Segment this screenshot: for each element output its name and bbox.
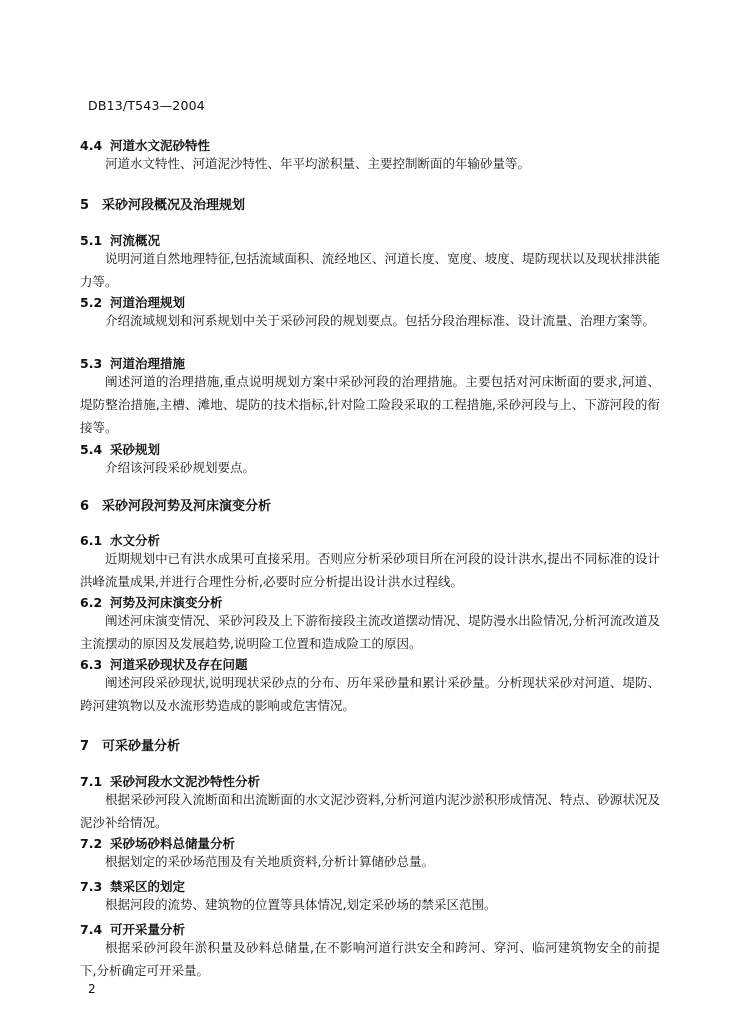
section-title: 采砂场砂料总储量分析 [110, 836, 236, 851]
section-number: 7 [80, 739, 90, 754]
section-number: 7.4 [80, 922, 103, 937]
section-title: 采砂河段概况及治理规划 [102, 198, 246, 213]
section-5-2-text: 介绍流域规划和河系规划中关于采砂河段的规划要点。包括分段治理标准、设计流量、治理方案等。 [105, 313, 656, 328]
section-title: 采砂河段河势及河床演变分析 [102, 499, 272, 514]
document-code-header: DB13/T543—2004 [88, 98, 205, 113]
section-6-2-text: 阐述河床演变情况、采砂河段及上下游衔接段主流改道摆动情况、堤防漫水出险情况,分析河流改道及主流摆动的原因及发展趋势,说明险工位置和造成险工的原因。 [80, 613, 660, 651]
section-title: 河势及河床演变分析 [110, 595, 223, 610]
section-7-2-text: 根据划定的采砂场范围及有关地质资料,分析计算储砂总量。 [105, 854, 434, 869]
section-5-4-text: 介绍该河段采砂规划要点。 [105, 460, 256, 475]
section-title: 河流概况 [110, 233, 161, 248]
section-6-3-text: 阐述河段采砂现状,说明现状采砂点的分布、历年采砂量和累计采砂量。分析现状采砂对河道、堤防、跨河建筑物以及水流形势造成的影响或危害情况。 [80, 675, 660, 713]
section-number: 5.2 [80, 295, 103, 310]
section-5-heading [80, 194, 660, 213]
section-7-heading [80, 735, 660, 754]
page-number: 2 [88, 982, 96, 996]
section-title: 可采砂量分析 [102, 739, 181, 754]
section-title: 采砂河段水文泥沙特性分析 [110, 774, 261, 789]
section-number: 5 [80, 198, 90, 213]
section-7-3-text: 根据河段的流势、建筑物的位置等具体情况,划定采砂场的禁采区范围。 [105, 897, 497, 912]
section-title: 采砂规划 [110, 442, 161, 457]
section-4-4-text: 河道水文特性、河道泥沙特性、年平均淤积量、主要控制断面的年输砂量等。 [105, 156, 531, 171]
section-number: 7.1 [80, 774, 103, 789]
section-number: 6.1 [80, 533, 103, 548]
section-title: 河道采砂现状及存在问题 [110, 657, 248, 672]
section-6-heading [80, 495, 660, 514]
section-title: 可开采量分析 [110, 922, 186, 937]
section-7-1-text: 根据采砂河段入流断面和出流断面的水文泥沙资料,分析河道内泥沙淤积形成情况、特点、砂源状况及泥沙补给情况。 [80, 792, 660, 830]
section-title: 河道水文泥砂特性 [110, 138, 211, 153]
section-title: 河道治理措施 [110, 356, 186, 371]
section-title: 河道治理规划 [110, 295, 186, 310]
section-number: 4.4 [80, 138, 103, 153]
section-7-4-text: 根据采砂河段年淤积量及砂料总储量,在不影响河道行洪安全和跨河、穿河、临河建筑物安全的前提下,分析确定可开采量。 [80, 940, 660, 978]
section-number: 6 [80, 499, 90, 514]
section-number: 7.3 [80, 879, 103, 894]
section-5-1-text: 说明河道自然地理特征,包括流域面积、流经地区、河道长度、宽度、坡度、堤防现状以及现状排洪能力等。 [80, 251, 660, 289]
section-title: 禁采区的划定 [110, 879, 186, 894]
section-6-1-text: 近期规划中已有洪水成果可直接采用。否则应分析采砂项目所在河段的设计洪水,提出不同标准的设计洪峰流量成果,并进行合理性分析,必要时应分析提出设计洪水过程线。 [80, 551, 660, 589]
section-title: 水文分析 [110, 533, 161, 548]
section-number: 5.1 [80, 233, 103, 248]
section-number: 7.2 [80, 836, 103, 851]
section-5-3-text: 阐述河道的治理措施,重点说明规划方案中采砂河段的治理措施。主要包括对河床断面的要求,河道、堤防整治措施,主槽、滩地、堤防的技术指标,针对险工险段采取的工程措施,采砂河段与上、下游河段的衔接等。 [80, 374, 660, 435]
section-number: 6.3 [80, 657, 103, 672]
section-number: 5.4 [80, 442, 103, 457]
section-number: 5.3 [80, 356, 103, 371]
section-number: 6.2 [80, 595, 103, 610]
